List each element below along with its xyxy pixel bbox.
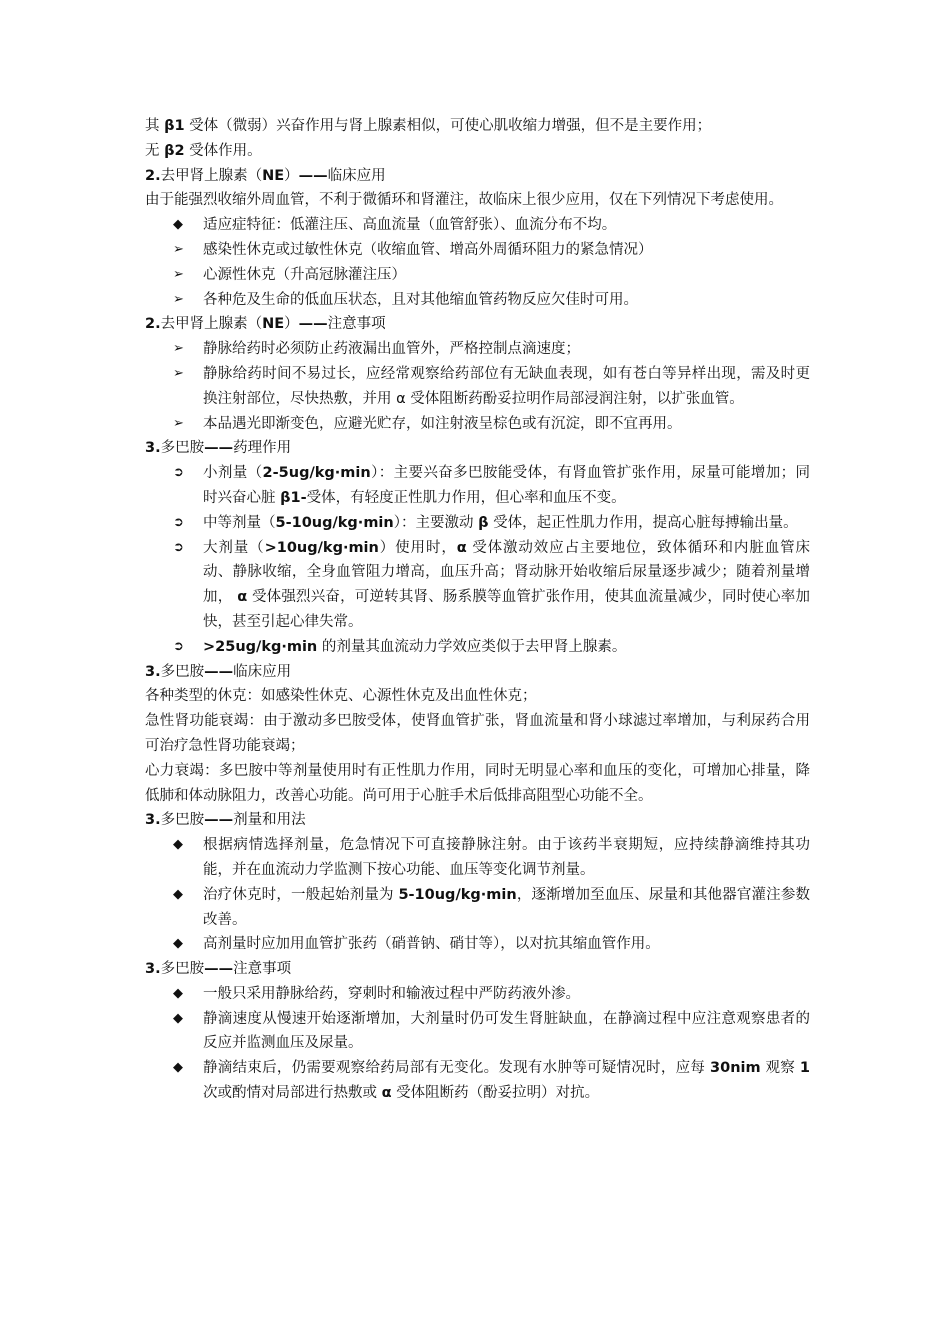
list-item-text: 心源性休克（升高冠脉灌注压） (203, 266, 406, 283)
bullet-icon: ◆ (173, 985, 183, 1001)
list-item (145, 932, 810, 957)
list-item (145, 362, 810, 412)
bullet-icon: ◆ (173, 936, 183, 952)
list-item (145, 883, 810, 933)
list-item (145, 833, 810, 883)
bullet-icon: ➲ (173, 514, 184, 530)
section-heading: 3.多巴胺——注意事项 (145, 961, 292, 978)
bullet-icon: ◆ (173, 1010, 183, 1026)
list-item-text: 小剂量（2-5ug/kg·min）：主要兴奋多巴胺能受体，有肾血管扩张作用，尿量可能增加；同时兴奋心脏 β1-受体，有轻度正性肌力作用，但心率和血压不变。 (203, 465, 811, 506)
list-item-text: 静滴结束后，仍需要观察给药局部有无变化。发现有水肿等可疑情况时，应每 30nim 观察 1 次或酌情对局部进行热敷或 α 受体阻断药（酚妥拉明）对抗。 (203, 1060, 810, 1102)
bullet-icon: ◆ (173, 1060, 183, 1076)
list-item (145, 213, 810, 238)
bullet-icon: ➢ (173, 291, 184, 307)
section-heading: 3.多巴胺——药理作用 (145, 440, 292, 457)
list-item (145, 635, 810, 660)
list-item (145, 536, 810, 635)
paragraph: 各种类型的休克：如感染性休克、心源性休克及出血性休克； (145, 688, 537, 705)
list-item-text: 感染性休克或过敏性休克（收缩血管、增高外周循环阻力的紧急情况） (203, 241, 653, 258)
list-item (145, 337, 810, 362)
list-item-text: 静脉给药时间不易过长，应经常观察给药部位有无缺血表现，如有苍白等异样出现，需及时更换注射部位，尽快热敷，并用 α 受体阻断药酚妥拉明作局部浸润注射，以扩张血管。 (203, 365, 810, 407)
list-item (145, 511, 810, 536)
bullet-icon: ➢ (173, 341, 184, 357)
bullet-icon: ➢ (173, 266, 184, 282)
bullet-icon: ◆ (173, 217, 183, 233)
paragraph: 急性肾功能衰竭：由于激动多巴胺受体，使肾血管扩张，肾血流量和肾小球滤过率增加，与利尿药合用可治疗急性肾功能衰竭； (145, 713, 810, 754)
list-item (145, 1007, 810, 1057)
list-item-text: 根据病情选择剂量，危急情况下可直接静脉注射。由于该药半衰期短，应持续静滴维持其功能，并在血流动力学监测下按心功能、血压等变化调节剂量。 (203, 837, 810, 878)
section-heading: 2.去甲肾上腺素（NE）——临床应用 (145, 167, 386, 184)
list-item (145, 461, 810, 511)
bullet-icon: ◆ (173, 886, 183, 902)
bullet-icon: ➲ (173, 539, 184, 555)
list-item-text: 本品遇光即渐变色，应避光贮存，如注射液呈棕色或有沉淀，即不宜再用。 (203, 415, 682, 432)
bullet-icon: ◆ (173, 837, 183, 853)
bullet-icon: ➢ (173, 365, 184, 381)
list-item-text: 静脉给药时必须防止药液漏出血管外，严格控制点滴速度； (203, 341, 580, 358)
list-item (145, 412, 810, 437)
list-item-text: 各种危及生命的低血压状态，且对其他缩血管药物反应欠佳时可用。 (203, 291, 638, 308)
list-item (145, 982, 810, 1007)
paragraph: 心力衰竭：多巴胺中等剂量使用时有正性肌力作用，同时无明显心率和血压的变化，可增加心排量，降低肺和体动脉阻力，改善心功能。尚可用于心脏手术后低排高阻型心功能不全。 (145, 762, 810, 804)
bullet-icon: ➢ (173, 415, 184, 431)
list-item (145, 288, 810, 313)
bullet-icon: ➢ (173, 241, 184, 257)
list-item-text: 一般只采用静脉给药，穿刺时和输液过程中严防药液外渗。 (203, 985, 580, 1002)
paragraph: 由于能强烈收缩外周血管，不利于微循环和肾灌注，故临床上很少应用，仅在下列情况下考虑使用。 (145, 192, 783, 209)
list-item (145, 1056, 810, 1106)
list-item-text: 治疗休克时，一般起始剂量为 5-10ug/kg·min，逐渐增加至血压、尿量和其他器官灌注参数改善。 (203, 886, 811, 928)
list-item-text: 中等剂量（5-10ug/kg·min）：主要激动 β 受体，起正性肌力作用，提高心脏每搏输出量。 (203, 514, 798, 531)
paragraph: 无 β2 受体作用。 (145, 142, 262, 159)
bullet-icon: ➲ (173, 638, 184, 654)
list-item-text: >25ug/kg·min 的剂量其血流动力学效应类似于去甲肾上腺素。 (203, 638, 627, 655)
section-heading: 2.去甲肾上腺素（NE）——注意事项 (145, 316, 386, 333)
list-item (145, 238, 810, 263)
list-item-text: 静滴速度从慢速开始逐渐增加，大剂量时仍可发生肾脏缺血，在静滴过程中应注意观察患者的反应并监测血压及尿量。 (203, 1010, 810, 1052)
list-item (145, 263, 810, 288)
paragraph: 其 β1 受体（微弱）兴奋作用与肾上腺素相似，可使心肌收缩力增强，但不是主要作用； (145, 118, 712, 134)
list-item-text: 高剂量时应加用血管扩张药（硝普钠、硝甘等），以对抗其缩血管作用。 (203, 936, 660, 953)
section-heading: 3.多巴胺——临床应用 (145, 663, 292, 680)
section-heading: 3.多巴胺——剂量和用法 (145, 812, 306, 829)
document-page (145, 114, 810, 1106)
bullet-icon: ➲ (173, 465, 184, 481)
list-item-text: 大剂量（>10ug/kg·min）使用时，α 受体激动效应占主要地位，致体循环和内脏血管床动、静脉收缩，全身血管阻力增高，血压升高；肾动脉开始收缩后尿量逐步减少；随着剂量增加， α 受体强烈兴奋，可逆转其肾、肠系膜等血管扩张作用，使其血流量减少，同时使心率加快，甚至引起心律失常。 (203, 539, 811, 630)
list-item-text: 适应症特征：低灌注压、高血流量（血管舒张）、血流分布不均。 (203, 217, 617, 234)
